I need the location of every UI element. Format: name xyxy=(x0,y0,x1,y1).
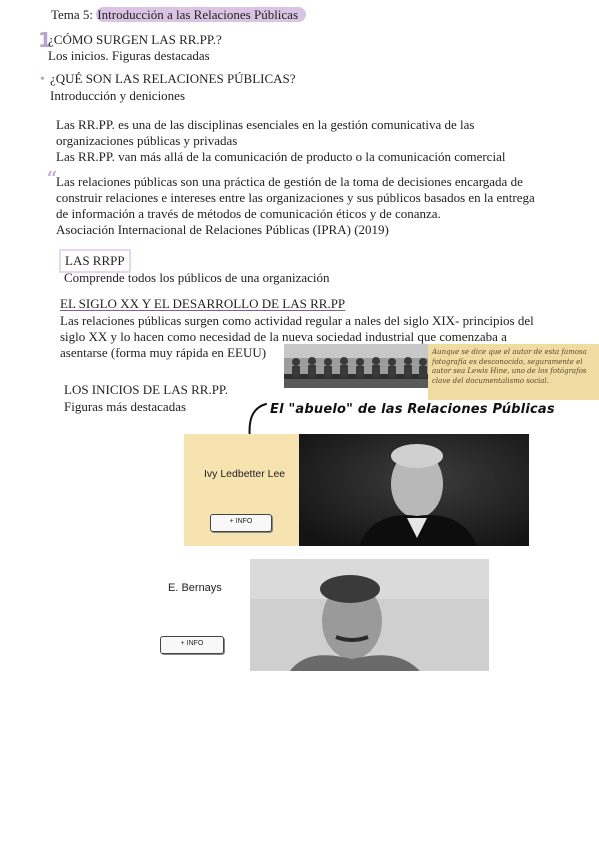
page-header xyxy=(51,7,306,23)
more-info-button[interactable]: + INFO xyxy=(210,514,272,532)
siglo-line: Las relaciones públicas surgen como actividad regular a nales del siglo XIX- principios del xyxy=(60,313,534,328)
figure-name: Ivy Ledbetter Lee xyxy=(204,468,286,480)
section2-subtitle: Introducción y deniciones xyxy=(50,88,186,103)
header-prefix: Tema 5: xyxy=(51,7,94,22)
ivy-lee-card xyxy=(184,434,299,546)
workers-photo xyxy=(284,344,429,388)
quote-line: de información a través de métodos de comunicación éticos y de conanza. xyxy=(56,206,441,221)
intro-line: Las RR.PP. van más allá de la comunicación de producto o la comunicación comercial xyxy=(56,149,506,164)
siglo-line: asentarse (forma muy rápida en EEUU) xyxy=(60,345,267,360)
section-number-mark: 1 xyxy=(38,28,52,52)
quote-line: construir relaciones e intereses entre las organizaciones y sus públicos basados en la entrega xyxy=(56,190,535,205)
intro-line: organizaciones públicas y privadas xyxy=(56,133,238,148)
rrpp-title: LAS RRPP xyxy=(65,253,125,268)
siglo-title: EL SIGLO XX Y EL DESARROLLO DE LAS RR.PP xyxy=(60,296,346,311)
section1-title: ¿CÓMO SURGEN LAS RR.PP.? xyxy=(48,32,222,47)
portrait-graphic xyxy=(250,559,489,671)
photo-caption-note: Aunque se dice que el autor de esta famosa fotografía es desconocido, seguramente el autor sea Lewis Hine, uno de los fotógrafos clave del documentalismo social. xyxy=(428,344,599,400)
intro-paragraph xyxy=(56,117,566,165)
ivy-lee-portrait xyxy=(299,434,529,546)
portrait-graphic xyxy=(299,434,529,546)
handwritten-note: El "abuelo" de las Relaciones Públicas xyxy=(270,402,555,417)
header-title: Introducción a las Relaciones Públicas xyxy=(96,7,306,22)
quote-line: Las relaciones públicas son una práctica de gestión de la toma de decisiones encargada de xyxy=(56,174,523,189)
section1-subtitle: Los inicios. Figuras destacadas xyxy=(48,48,210,63)
section2-title: ¿QUÉ SON LAS RELACIONES PÚBLICAS? xyxy=(50,71,296,86)
bernays-portrait xyxy=(250,559,489,671)
more-info-button[interactable]: + INFO xyxy=(160,636,224,654)
workers-photo-graphic xyxy=(284,344,429,388)
figure-name: E. Bernays xyxy=(168,582,222,594)
quote-source: Asociación Internacional de Relaciones Públicas (IPRA) (2019) xyxy=(56,222,389,237)
bullet-mark: • xyxy=(40,72,45,87)
inicios-subtitle: Figuras más destacadas xyxy=(64,399,187,414)
quote-mark-icon: “ xyxy=(46,168,58,193)
rrpp-text: Comprende todos los públicos de una organización xyxy=(64,270,330,285)
intro-line: Las RR.PP. es una de las disciplinas esenciales en la gestión comunicativa de las xyxy=(56,117,475,132)
siglo-line: siglo XX y lo hacen como necesidad de la nueva sociedad industrial que comenzaba a xyxy=(60,329,507,344)
inicios-title: LOS INICIOS DE LAS RR.PP. xyxy=(64,382,228,397)
quote-block xyxy=(56,174,576,238)
